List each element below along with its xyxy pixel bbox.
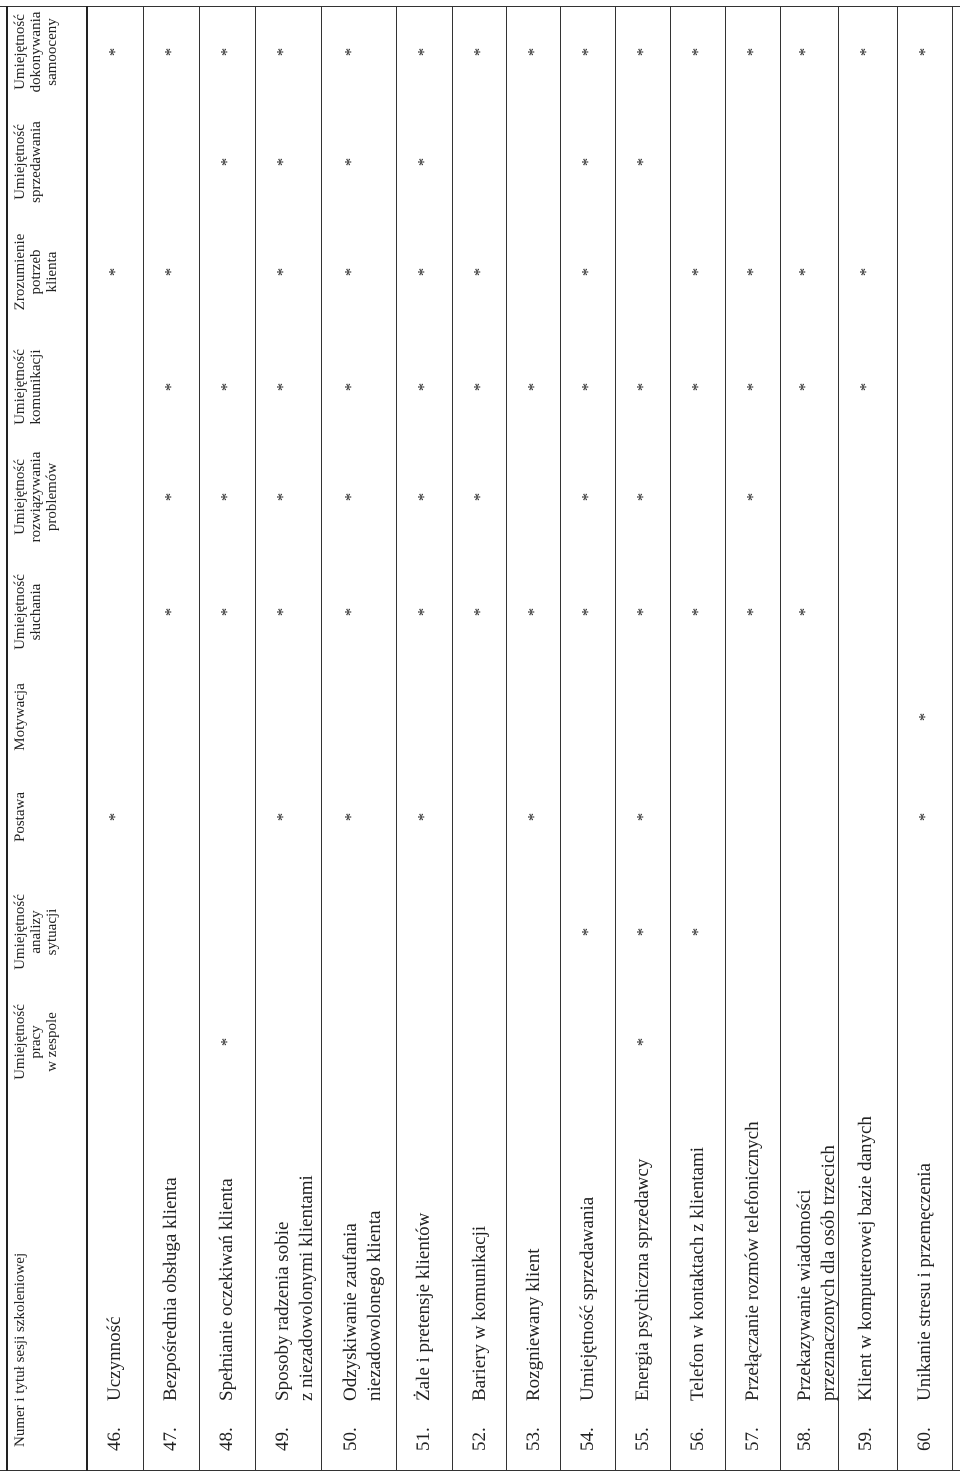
session-title-line: Unikanie stresu i przemęczenia <box>914 1163 935 1401</box>
session-title-line: niezadowolonego klienta <box>364 1210 385 1401</box>
skill-mark: * <box>743 47 762 57</box>
header-skill-line: samooceny <box>44 18 60 86</box>
skill-mark: * <box>341 47 360 57</box>
header-skill-2 <box>12 762 28 872</box>
session-title <box>631 1159 655 1401</box>
session-title <box>913 1163 937 1401</box>
skill-mark: * <box>856 47 875 57</box>
session-number: 46. <box>104 1427 125 1451</box>
skill-mark: * <box>341 607 360 617</box>
skill-mark: * <box>633 607 652 617</box>
header-skill-line: Umiejętność <box>12 894 28 970</box>
skill-mark: * <box>414 382 433 392</box>
session-number: 49. <box>272 1427 293 1451</box>
session-number: 47. <box>160 1427 181 1451</box>
session-title <box>412 1213 436 1401</box>
session-title <box>741 1121 765 1401</box>
skill-mark: * <box>341 382 360 392</box>
skill-mark: * <box>524 382 543 392</box>
skill-mark: * <box>578 47 597 57</box>
table-border-right <box>0 6 960 7</box>
session-title <box>159 1177 183 1401</box>
skill-mark: * <box>217 157 236 167</box>
session-number: 55. <box>632 1427 653 1451</box>
skill-mark: * <box>414 47 433 57</box>
skill-mark: * <box>414 812 433 822</box>
skill-mark: * <box>633 47 652 57</box>
table-row <box>913 1163 937 1451</box>
header-skill-line: analizy <box>28 910 44 954</box>
skill-mark: * <box>795 267 814 277</box>
session-title-line: Żale i pretensje klientów <box>413 1212 434 1401</box>
skill-mark: * <box>578 492 597 502</box>
session-number: 51. <box>413 1427 434 1451</box>
table-row <box>271 1175 319 1451</box>
skill-mark: * <box>273 492 292 502</box>
session-number: 58. <box>794 1427 815 1451</box>
header-skill-0 <box>12 987 60 1097</box>
table-row <box>793 1145 841 1451</box>
session-title <box>522 1249 546 1402</box>
skill-mark: * <box>578 927 597 937</box>
row-divider <box>897 6 898 1471</box>
header-skill-line: klienta <box>44 251 60 293</box>
header-skill-7 <box>12 217 60 327</box>
skill-mark: * <box>578 607 597 617</box>
skill-mark: * <box>743 267 762 277</box>
skill-mark: * <box>524 607 543 617</box>
table-row <box>576 1197 600 1451</box>
header-skill-line: Zrozumienie <box>12 233 28 311</box>
session-title-line: Rozgniewany klient <box>523 1248 544 1401</box>
skill-mark: * <box>414 267 433 277</box>
session-title-line: Sposoby radzenia sobie <box>272 1221 293 1401</box>
skill-mark: * <box>161 607 180 617</box>
table-row <box>412 1213 436 1451</box>
skill-mark: * <box>161 382 180 392</box>
skill-mark: * <box>856 267 875 277</box>
skill-mark: * <box>633 492 652 502</box>
session-title-line: Spełnianie oczekiwań klienta <box>216 1178 237 1401</box>
skill-mark: * <box>743 607 762 617</box>
session-title-line: Uczynność <box>104 1316 125 1401</box>
header-skill-9 <box>12 0 60 107</box>
skill-mark: * <box>578 382 597 392</box>
session-number: 50. <box>340 1427 361 1451</box>
skill-mark: * <box>688 607 707 617</box>
skill-mark: * <box>470 382 489 392</box>
row-divider <box>952 6 953 1471</box>
session-title-line: Przekazywanie wiadomości <box>794 1189 815 1401</box>
skill-mark: * <box>688 927 707 937</box>
session-title-line: z niezadowolonymi klientami <box>296 1175 317 1401</box>
session-title-line: Energia psychiczna sprzedawcy <box>632 1158 653 1401</box>
header-skill-line: Umiejętność <box>12 1004 28 1080</box>
session-number: 54. <box>577 1427 598 1451</box>
skill-mark: * <box>217 47 236 57</box>
skill-mark: * <box>470 267 489 277</box>
header-skill-1 <box>12 877 60 987</box>
row-divider <box>615 6 616 1471</box>
skill-mark: * <box>795 607 814 617</box>
table-row <box>339 1211 387 1451</box>
table-border-top <box>6 6 8 1471</box>
session-title-line: Telefon w kontaktach z klientami <box>687 1146 708 1401</box>
session-title-line: Umiejętność sprzedawania <box>577 1196 598 1401</box>
session-number: 57. <box>742 1427 763 1451</box>
skill-mark: * <box>105 812 124 822</box>
skill-mark: * <box>217 492 236 502</box>
skill-mark: * <box>217 607 236 617</box>
skill-mark: * <box>688 47 707 57</box>
skill-mark: * <box>524 47 543 57</box>
session-title <box>793 1145 841 1401</box>
skill-mark: * <box>341 812 360 822</box>
row-divider <box>506 6 507 1471</box>
session-title-line: Klient w komputerowej bazie danych <box>855 1116 876 1401</box>
skill-mark: * <box>273 157 292 167</box>
session-title <box>339 1211 387 1401</box>
skill-mark: * <box>633 157 652 167</box>
skill-mark: * <box>161 492 180 502</box>
session-title <box>468 1226 492 1401</box>
header-skill-line: sytuacji <box>44 908 60 956</box>
table-row <box>215 1178 239 1451</box>
session-title <box>215 1178 239 1401</box>
skill-mark: * <box>915 47 934 57</box>
session-title-line: Przełączanie rozmów telefonicznych <box>742 1121 763 1401</box>
skill-mark: * <box>856 382 875 392</box>
session-title-line: przeznaczonych dla osób trzecich <box>818 1145 839 1401</box>
session-number: 48. <box>216 1427 237 1451</box>
table-row <box>103 1317 127 1451</box>
header-skill-6 <box>12 332 44 442</box>
row-divider <box>670 6 671 1471</box>
header-skill-line: Umiejętność <box>12 14 28 90</box>
session-title <box>576 1197 600 1401</box>
header-skill-line: Umiejętność <box>12 124 28 200</box>
session-number: 52. <box>469 1427 490 1451</box>
skill-mark: * <box>341 267 360 277</box>
session-number: 60. <box>914 1427 935 1451</box>
skill-mark: * <box>161 267 180 277</box>
table-row <box>631 1159 655 1451</box>
skill-mark: * <box>273 47 292 57</box>
skill-mark: * <box>217 1037 236 1047</box>
header-skill-line: sprzedawania <box>28 121 44 203</box>
table-row <box>522 1249 546 1452</box>
session-title <box>271 1175 319 1401</box>
skill-mark: * <box>524 812 543 822</box>
skill-mark: * <box>414 607 433 617</box>
table-row <box>741 1121 765 1451</box>
skill-mark: * <box>743 382 762 392</box>
skill-mark: * <box>341 157 360 167</box>
header-skill-line: rozwiązywania <box>28 451 44 543</box>
table-row <box>468 1226 492 1451</box>
row-divider <box>725 6 726 1471</box>
table-row <box>159 1177 183 1451</box>
skill-mark: * <box>273 812 292 822</box>
row-divider <box>396 6 397 1471</box>
row-divider <box>321 6 322 1471</box>
skill-mark: * <box>688 382 707 392</box>
row-divider <box>199 6 200 1471</box>
skill-mark: * <box>217 382 236 392</box>
skill-mark: * <box>795 382 814 392</box>
header-skill-line: problemów <box>44 462 60 532</box>
row-divider <box>560 6 561 1471</box>
header-skill-line: Umiejętność <box>12 574 28 650</box>
session-title <box>103 1317 127 1401</box>
skill-mark: * <box>470 607 489 617</box>
header-skill-5 <box>12 442 60 552</box>
skill-mark: * <box>105 267 124 277</box>
session-number: 59. <box>855 1427 876 1451</box>
header-divider <box>86 6 88 1471</box>
skill-mark: * <box>578 267 597 277</box>
skill-mark: * <box>633 382 652 392</box>
skill-mark: * <box>743 492 762 502</box>
header-skill-line: pracy <box>28 1025 44 1059</box>
skill-mark: * <box>341 492 360 502</box>
skill-mark: * <box>414 157 433 167</box>
skill-mark: * <box>105 47 124 57</box>
skill-mark: * <box>633 1037 652 1047</box>
skill-mark: * <box>578 157 597 167</box>
header-session-column: Numer i tytuł sesji szkoleniowej <box>12 1252 28 1447</box>
row-divider <box>143 6 144 1471</box>
session-title <box>686 1147 710 1401</box>
session-title-line: Odzyskiwanie zaufania <box>340 1223 361 1401</box>
session-title <box>854 1116 878 1401</box>
session-number: 56. <box>687 1427 708 1451</box>
header-skill-line: słuchania <box>28 583 44 641</box>
row-divider <box>255 6 256 1471</box>
session-title-line: Bariery w komunikacji <box>469 1225 490 1401</box>
skill-mark: * <box>414 492 433 502</box>
header-skill-8 <box>12 107 44 217</box>
header-skill-line: dokonywania <box>28 11 44 93</box>
header-skill-line: komunikacji <box>28 349 44 425</box>
session-number: 53. <box>523 1427 544 1451</box>
header-skill-line: Postawa <box>12 792 28 842</box>
skill-mark: * <box>795 47 814 57</box>
skill-mark: * <box>273 267 292 277</box>
header-skill-line: w zespole <box>44 1012 60 1072</box>
skill-mark: * <box>273 382 292 392</box>
skill-mark: * <box>915 812 934 822</box>
row-divider <box>452 6 453 1471</box>
skill-mark: * <box>633 927 652 937</box>
table-row <box>686 1147 710 1451</box>
table-row <box>854 1116 878 1451</box>
skill-mark: * <box>915 712 934 722</box>
row-divider <box>780 6 781 1471</box>
header-skill-4 <box>12 557 44 667</box>
session-title-line: Bezpośrednia obsługa klienta <box>160 1177 181 1401</box>
skill-mark: * <box>470 492 489 502</box>
skill-mark: * <box>633 812 652 822</box>
header-skill-line: Motywacja <box>12 683 28 751</box>
skill-mark: * <box>470 47 489 57</box>
header-skill-line: Umiejętność <box>12 459 28 535</box>
table-border-left <box>0 1470 960 1471</box>
header-skill-line: potrzeb <box>28 249 44 295</box>
skill-mark: * <box>688 267 707 277</box>
header-skill-3 <box>12 662 28 772</box>
header-skill-line: Umiejętność <box>12 349 28 425</box>
skill-mark: * <box>273 607 292 617</box>
skill-mark: * <box>161 47 180 57</box>
